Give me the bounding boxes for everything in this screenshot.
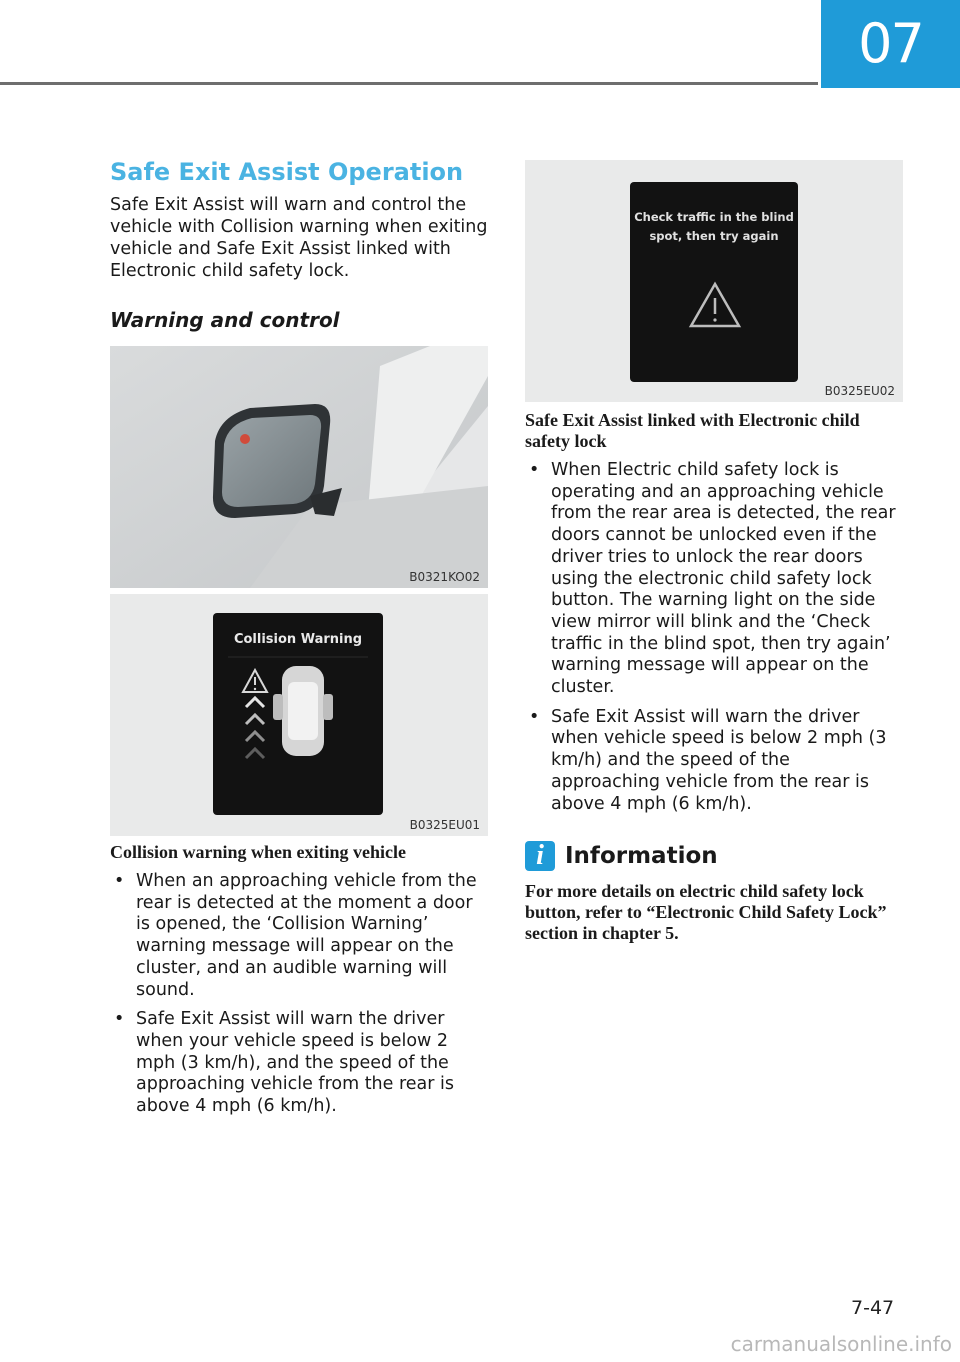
watermark: carmanualsonline.info bbox=[730, 1332, 952, 1356]
list-item-text: Safe Exit Assist will warn the driver when vehicle speed is below 2 mph (3 km/h) and the speed of the approaching vehicle from the rear is above 4 mph (6 km/h). bbox=[551, 706, 887, 814]
left-column bbox=[110, 158, 488, 1126]
cluster-title: Collision Warning bbox=[233, 632, 363, 647]
list-item bbox=[110, 1009, 488, 1118]
information-title: Information bbox=[565, 843, 718, 870]
figure-caption: Safe Exit Assist linked with Electronic child safety lock bbox=[525, 410, 860, 451]
collision-warning-cluster bbox=[110, 594, 488, 836]
figure-caption: Collision warning when exiting vehicle bbox=[110, 842, 407, 862]
bullet-glyph: • bbox=[114, 1009, 125, 1030]
bullet-glyph: • bbox=[529, 460, 540, 480]
bullet-list bbox=[525, 460, 903, 815]
bullet-glyph: • bbox=[114, 871, 125, 891]
section-title: Safe Exit Assist Operation bbox=[110, 158, 464, 186]
figure-code: B0325EU02 bbox=[824, 384, 895, 398]
info-icon: i bbox=[525, 841, 555, 871]
bullet-list bbox=[110, 871, 488, 1118]
figure-code: B0325EU01 bbox=[409, 818, 480, 832]
figure-collision-warning bbox=[110, 594, 488, 836]
figure-side-mirror bbox=[110, 346, 488, 588]
cluster-message-line1: Check traffic in the blind bbox=[634, 210, 794, 224]
chapter-tab: 07 bbox=[821, 0, 960, 88]
header-rule bbox=[0, 82, 818, 85]
information-text: For more details on electric child safety lock button, refer to “Electronic Child Safety Lock” section in chapter 5. bbox=[525, 881, 887, 944]
subheading: Warning and control bbox=[110, 308, 340, 332]
list-item bbox=[110, 871, 488, 1001]
list-item bbox=[525, 707, 903, 816]
figure-code: B0321KO02 bbox=[409, 570, 480, 584]
check-traffic-cluster bbox=[525, 160, 903, 402]
intro-paragraph: Safe Exit Assist will warn and control the vehicle with Collision warning when exiting vehicle and Safe Exit Assist linked with Electronic child safety lock. bbox=[110, 195, 488, 281]
list-item-text: Safe Exit Assist will warn the driver when your vehicle speed is below 2 mph (3 km/h), and the speed of the approaching vehicle from the rear is above 4 mph (6 km/h). bbox=[136, 1009, 455, 1117]
side-mirror-illustration bbox=[110, 346, 488, 588]
cluster-message-line2: spot, then try again bbox=[649, 229, 779, 243]
page-number: 7-47 bbox=[851, 1297, 895, 1319]
list-item bbox=[525, 460, 903, 699]
figure-check-traffic bbox=[525, 160, 903, 402]
list-item-text: When an approaching vehicle from the rear is detected at the moment a door is opened, the ‘Collision Warning’ warning message will appear on the cluster, and an audible warning will sound. bbox=[136, 871, 477, 1000]
information-heading bbox=[525, 841, 903, 871]
bullet-glyph: • bbox=[529, 706, 540, 727]
right-column bbox=[525, 160, 903, 944]
list-item-text: When Electric child safety lock is operating and an approaching vehicle from the rear area is detected, the rear doors cannot be unlocked even if the driver tries to unlock the rear doors using the electronic child safety lock button. The warning light on the side view mirror will blink and the ‘Check traffic in the blind spot, then try again’ warning message will appear on the cluster. bbox=[551, 460, 896, 698]
